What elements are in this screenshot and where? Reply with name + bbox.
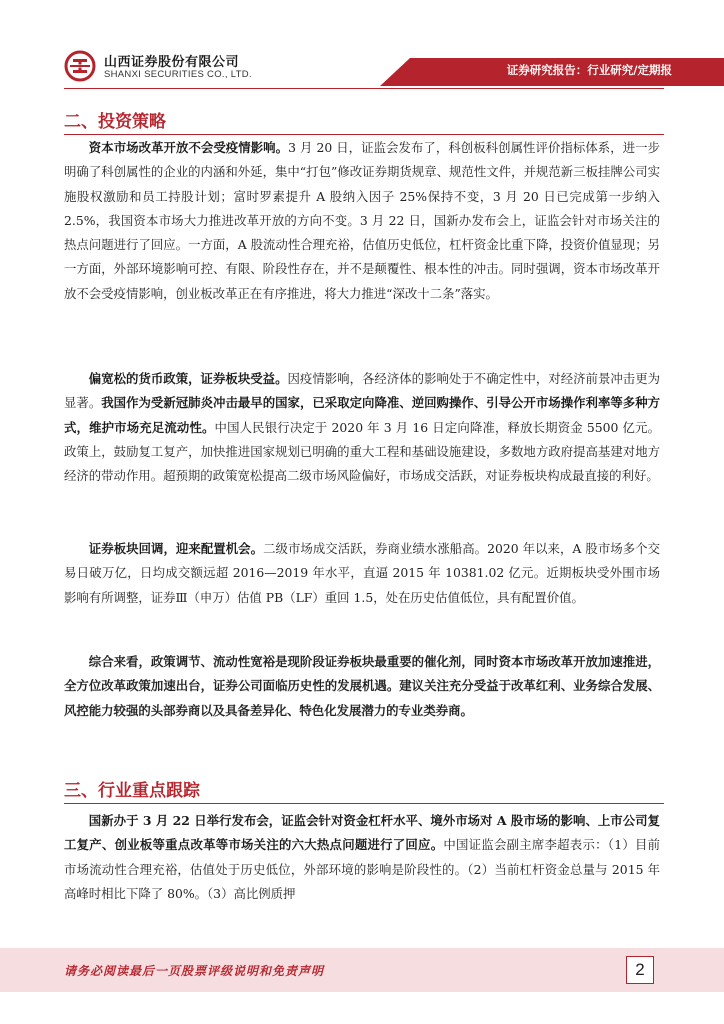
paragraph-emphasis: 我国作为受新冠肺炎冲击最早的国家，已采取定向降准、逆回购操作、引导公开市场操作利率等多种方式，维护市场充足流动性。 xyxy=(64,395,661,435)
paragraph-body: 中国证监会副主席李超表示：（1）目前市场流动性合理充裕，估值处于历史低位，外部环境的影响是阶段性的。（2）当前杠杆资金总量与 2015 年高峰时相比下降了 80%。（3）高比例质押 xyxy=(64,837,661,901)
paragraph-body: 中国人民银行决定于 2020 年 3 月 16 日定向降准，释放长期资金 5500 亿元。政策上，鼓励复工复产，加快推进国家规划已明确的重大工程和基础设施建设，多数地方政府提高基建对地方经济的带动作用。超预期的政策宽松提高二级市场风险偏好，市场成交活跃，对证券板块构成最直接的利好。 xyxy=(64,419,661,484)
paragraph-body: 因疫情影响，各经济体的影响处于不确定性中，对经济前景冲击更为显著。 xyxy=(64,371,661,411)
paragraph-body: 综合来看，政策调节、流动性宽裕是现阶段证券板块最重要的催化剂，同时资本市场改革开放加速推进，全方位改革政策加速出台，证券公司面临历史性的发展机遇。建议关注充分受益于改革红利、业务综合发展、风控能力较强的头部券商以及具备差异化、特色化发展潜力的专业类券商。 xyxy=(64,654,660,718)
page-header xyxy=(0,0,724,100)
footer-disclaimer: 请务必阅读最后一页股票评级说明和免责声明 xyxy=(64,964,325,978)
paragraph-monetary xyxy=(64,367,660,488)
paragraph-press-conference xyxy=(64,809,660,906)
paragraph-securities xyxy=(64,537,660,610)
page-number: 2 xyxy=(626,956,654,984)
paragraph-reform xyxy=(64,136,660,306)
section-title-industry-tracking: 三、行业重点跟踪 xyxy=(64,781,200,801)
paragraph-lead: 资本市场改革开放不会受疫情影响。 xyxy=(88,140,289,155)
section-divider xyxy=(64,803,664,804)
section-divider xyxy=(64,134,664,135)
paragraph-summary xyxy=(64,650,660,723)
paragraph-body: 二级市场成交活跃，券商业绩水涨船高。2020 年以来，A 股市场多个交易日破万亿，日均成交额远超 2016—2019 年水平，直逼 2015 年 10381.02 亿元。近期板块受外围市场影响有所调整，证券Ⅲ（申万）估值 PB（LF）重回 1.5，处在历史估值低位，具有配置价值。 xyxy=(64,541,661,605)
report-type: 证券研究报告：行业研究/定期报 xyxy=(506,63,672,77)
company-logo-icon xyxy=(64,50,96,82)
paragraph-body: 3 月 20 日，证监会发布了，科创板科创属性评价指标体系，进一步明确了科创属性的企业的内涵和外延，集中“打包”修改证券期货规章、规范性文件，并规范新三板挂牌公司实施股权激励和员工持股计划；富时罗素提升 A 股纳入因子 25%保持不变，3 月 20 日已完成第一步纳入 2.5%，我国资本市场大力推进改革开放的方向不变。3 月 22 日，国新办发布会上，证监会针对市场关注的热点问题进行了回应。一方面，A 股流动性合理充裕，估值历史低位，杠杆资金比重下降，投资价值显现；另一方面，外部环境影响可控、有限、阶段性存在，并不是颠覆性、根本性的冲击。同时强调，资本市场改革开放不会受疫情影响，创业板改革正在有序推进，将大力推进“深改十二条”落实。 xyxy=(64,140,660,301)
company-name-en: SHANXI SECURITIES CO., LTD. xyxy=(104,69,252,80)
section-title-investment-strategy: 二、投资策略 xyxy=(64,112,166,132)
paragraph-lead: 偏宽松的货币政策，证券板块受益。 xyxy=(88,371,288,386)
paragraph-lead: 证券板块回调，迎来配置机会。 xyxy=(88,541,264,556)
header-divider xyxy=(64,88,664,89)
company-name-cn: 山西证券股份有限公司 xyxy=(104,55,240,70)
paragraph-lead: 国新办于 3 月 22 日举行发布会，证监会针对资金杠杆水平、境外市场对 A 股市场的影响、上市公司复工复产、创业板等重点改革等市场关注的六大热点问题进行了回应。 xyxy=(64,813,660,853)
